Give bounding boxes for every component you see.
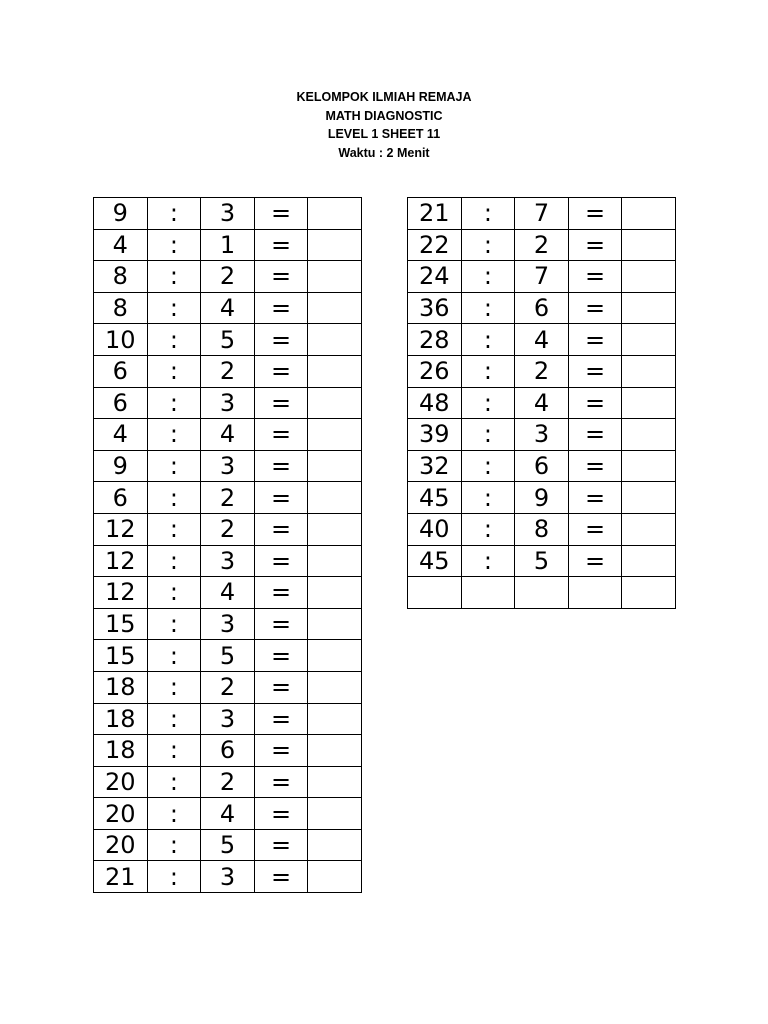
equals-symbol-cell: =	[254, 640, 308, 672]
dividend-cell: 15	[94, 640, 148, 672]
answer-cell[interactable]	[308, 545, 362, 577]
divisor-cell: 3	[201, 703, 255, 735]
dividend-cell: 9	[94, 198, 148, 230]
divide-symbol-cell: :	[461, 229, 515, 261]
problem-row	[94, 482, 362, 514]
divide-symbol-cell: :	[147, 577, 201, 609]
divisor-cell: 4	[201, 577, 255, 609]
dividend-cell: 6	[94, 355, 148, 387]
answer-cell[interactable]	[308, 861, 362, 893]
divisor-cell: 4	[515, 387, 569, 419]
problem-row	[94, 261, 362, 293]
header-subject: MATH DIAGNOSTIC	[325, 108, 443, 123]
dividend-cell: 24	[408, 261, 462, 293]
answer-cell[interactable]	[308, 229, 362, 261]
dividend-cell: 32	[408, 450, 462, 482]
divide-symbol-cell: :	[461, 387, 515, 419]
answer-cell[interactable]	[308, 577, 362, 609]
problem-row	[94, 229, 362, 261]
divisor-cell: 3	[201, 198, 255, 230]
equals-symbol-cell: =	[568, 482, 622, 514]
answer-cell[interactable]	[622, 513, 676, 545]
divisor-cell: 3	[201, 861, 255, 893]
dividend-cell: 6	[94, 482, 148, 514]
divide-symbol-cell: :	[147, 545, 201, 577]
equals-symbol-cell: =	[254, 703, 308, 735]
dividend-cell: 15	[94, 608, 148, 640]
problem-row	[408, 450, 676, 482]
equals-symbol-cell: =	[568, 292, 622, 324]
problem-row	[94, 608, 362, 640]
problem-row	[94, 766, 362, 798]
divide-symbol-cell: :	[147, 513, 201, 545]
divisor-cell: 5	[201, 324, 255, 356]
dividend-cell: 21	[408, 198, 462, 230]
answer-cell[interactable]	[308, 292, 362, 324]
problem-row	[94, 861, 362, 893]
answer-cell[interactable]	[622, 545, 676, 577]
divisor-cell: 6	[515, 450, 569, 482]
answer-cell[interactable]	[622, 450, 676, 482]
equals-symbol-cell: =	[254, 735, 308, 767]
equals-symbol-cell: =	[254, 450, 308, 482]
answer-cell[interactable]	[308, 640, 362, 672]
divide-symbol-cell: :	[147, 861, 201, 893]
dividend-cell: 20	[94, 829, 148, 861]
divide-symbol-cell: :	[461, 324, 515, 356]
problem-row	[94, 513, 362, 545]
answer-cell[interactable]	[622, 292, 676, 324]
answer-cell[interactable]	[308, 261, 362, 293]
divisor-cell: 4	[515, 324, 569, 356]
equals-symbol-cell: =	[568, 324, 622, 356]
equals-symbol-cell: =	[254, 577, 308, 609]
problem-row	[94, 324, 362, 356]
dividend-cell: 48	[408, 387, 462, 419]
dividend-cell: 28	[408, 324, 462, 356]
problem-row	[408, 261, 676, 293]
divisor-cell: 5	[201, 640, 255, 672]
divide-symbol-cell: :	[147, 482, 201, 514]
answer-cell[interactable]	[308, 703, 362, 735]
dividend-cell: 22	[408, 229, 462, 261]
equals-symbol-cell: =	[254, 766, 308, 798]
divide-symbol-cell: :	[147, 766, 201, 798]
answer-cell[interactable]	[308, 355, 362, 387]
problem-row	[408, 419, 676, 451]
divisor-cell: 2	[515, 229, 569, 261]
divide-symbol-cell: :	[147, 608, 201, 640]
problem-row	[408, 229, 676, 261]
equals-symbol-cell: =	[254, 798, 308, 830]
equals-symbol-cell: =	[568, 355, 622, 387]
dividend-cell: 8	[94, 261, 148, 293]
divide-symbol-cell: :	[461, 261, 515, 293]
divide-symbol-cell: :	[147, 703, 201, 735]
problem-row	[94, 292, 362, 324]
divide-symbol-cell: :	[461, 198, 515, 230]
problem-row	[94, 829, 362, 861]
answer-cell[interactable]	[308, 829, 362, 861]
equals-symbol-cell: =	[254, 419, 308, 451]
equals-symbol-cell: =	[254, 608, 308, 640]
answer-cell[interactable]	[622, 482, 676, 514]
equals-symbol-cell: =	[254, 229, 308, 261]
empty-cell	[622, 577, 676, 609]
equals-symbol-cell: =	[254, 355, 308, 387]
answer-cell[interactable]	[622, 198, 676, 230]
divide-symbol-cell: :	[147, 798, 201, 830]
equals-symbol-cell: =	[254, 324, 308, 356]
divisor-cell: 3	[515, 419, 569, 451]
problem-row	[94, 387, 362, 419]
divisor-cell: 2	[201, 261, 255, 293]
problem-row	[94, 798, 362, 830]
answer-cell[interactable]	[622, 387, 676, 419]
problem-row	[94, 703, 362, 735]
divisor-cell: 5	[201, 829, 255, 861]
problem-row	[94, 355, 362, 387]
divide-symbol-cell: :	[461, 513, 515, 545]
divide-symbol-cell: :	[461, 545, 515, 577]
dividend-cell: 4	[94, 229, 148, 261]
header-group-name: KELOMPOK ILMIAH REMAJA	[296, 90, 472, 104]
dividend-cell: 45	[408, 545, 462, 577]
dividend-cell: 20	[94, 766, 148, 798]
empty-row	[408, 577, 676, 609]
problem-row	[408, 198, 676, 230]
problem-row	[94, 450, 362, 482]
answer-cell[interactable]	[622, 324, 676, 356]
answer-cell[interactable]	[622, 229, 676, 261]
equals-symbol-cell: =	[254, 671, 308, 703]
problem-row	[94, 640, 362, 672]
equals-symbol-cell: =	[568, 198, 622, 230]
divisor-cell: 6	[201, 735, 255, 767]
dividend-cell: 8	[94, 292, 148, 324]
answer-cell[interactable]	[308, 198, 362, 230]
equals-symbol-cell: =	[254, 861, 308, 893]
divide-symbol-cell: :	[461, 450, 515, 482]
divisor-cell: 9	[515, 482, 569, 514]
dividend-cell: 26	[408, 355, 462, 387]
empty-cell	[568, 577, 622, 609]
left-problem-table	[93, 197, 362, 893]
divisor-cell: 7	[515, 198, 569, 230]
equals-symbol-cell: =	[568, 419, 622, 451]
problem-row	[94, 545, 362, 577]
divisor-cell: 3	[201, 545, 255, 577]
divide-symbol-cell: :	[147, 450, 201, 482]
empty-cell	[461, 577, 515, 609]
empty-cell	[515, 577, 569, 609]
right-problem-table	[407, 197, 676, 609]
equals-symbol-cell: =	[254, 482, 308, 514]
divisor-cell: 3	[201, 450, 255, 482]
answer-cell[interactable]	[308, 450, 362, 482]
problem-row	[94, 671, 362, 703]
problem-row	[408, 292, 676, 324]
answer-cell[interactable]	[308, 766, 362, 798]
answer-cell[interactable]	[308, 671, 362, 703]
dividend-cell: 4	[94, 419, 148, 451]
equals-symbol-cell: =	[568, 513, 622, 545]
answer-cell[interactable]	[308, 608, 362, 640]
divide-symbol-cell: :	[147, 419, 201, 451]
equals-symbol-cell: =	[568, 450, 622, 482]
equals-symbol-cell: =	[568, 545, 622, 577]
answer-cell[interactable]	[622, 419, 676, 451]
equals-symbol-cell: =	[568, 261, 622, 293]
divisor-cell: 8	[515, 513, 569, 545]
problem-row	[408, 355, 676, 387]
dividend-cell: 12	[94, 545, 148, 577]
divisor-cell: 4	[201, 419, 255, 451]
answer-cell[interactable]	[308, 513, 362, 545]
divisor-cell: 3	[201, 608, 255, 640]
dividend-cell: 36	[408, 292, 462, 324]
equals-symbol-cell: =	[568, 229, 622, 261]
equals-symbol-cell: =	[254, 261, 308, 293]
divisor-cell: 1	[201, 229, 255, 261]
divide-symbol-cell: :	[147, 640, 201, 672]
divide-symbol-cell: :	[147, 324, 201, 356]
dividend-cell: 40	[408, 513, 462, 545]
empty-cell	[408, 577, 462, 609]
problem-row	[94, 577, 362, 609]
divisor-cell: 4	[201, 798, 255, 830]
equals-symbol-cell: =	[254, 545, 308, 577]
divisor-cell: 7	[515, 261, 569, 293]
problem-row	[408, 324, 676, 356]
problem-row	[408, 513, 676, 545]
problem-row	[408, 545, 676, 577]
divisor-cell: 2	[201, 513, 255, 545]
divide-symbol-cell: :	[461, 292, 515, 324]
dividend-cell: 12	[94, 513, 148, 545]
dividend-cell: 12	[94, 577, 148, 609]
equals-symbol-cell: =	[254, 513, 308, 545]
dividend-cell: 20	[94, 798, 148, 830]
dividend-cell: 45	[408, 482, 462, 514]
equals-symbol-cell: =	[254, 829, 308, 861]
problem-row	[94, 419, 362, 451]
dividend-cell: 9	[94, 450, 148, 482]
dividend-cell: 39	[408, 419, 462, 451]
divisor-cell: 5	[515, 545, 569, 577]
divisor-cell: 6	[515, 292, 569, 324]
divide-symbol-cell: :	[461, 355, 515, 387]
answer-cell[interactable]	[308, 798, 362, 830]
dividend-cell: 6	[94, 387, 148, 419]
divide-symbol-cell: :	[147, 198, 201, 230]
divide-symbol-cell: :	[147, 387, 201, 419]
answer-cell[interactable]	[308, 387, 362, 419]
dividend-cell: 18	[94, 671, 148, 703]
equals-symbol-cell: =	[254, 292, 308, 324]
dividend-cell: 10	[94, 324, 148, 356]
problem-row	[94, 198, 362, 230]
answer-cell[interactable]	[622, 355, 676, 387]
answer-cell[interactable]	[308, 735, 362, 767]
dividend-cell: 21	[94, 861, 148, 893]
divisor-cell: 2	[201, 482, 255, 514]
divisor-cell: 2	[201, 671, 255, 703]
answer-cell[interactable]	[308, 324, 362, 356]
divide-symbol-cell: :	[147, 229, 201, 261]
divide-symbol-cell: :	[147, 735, 201, 767]
answer-cell[interactable]	[622, 261, 676, 293]
divide-symbol-cell: :	[461, 419, 515, 451]
header-level-sheet: LEVEL 1 SHEET 11	[327, 127, 441, 141]
equals-symbol-cell: =	[568, 387, 622, 419]
dividend-cell: 18	[94, 703, 148, 735]
divisor-cell: 3	[201, 387, 255, 419]
divide-symbol-cell: :	[147, 355, 201, 387]
problem-row	[408, 387, 676, 419]
problem-row	[94, 735, 362, 767]
divisor-cell: 4	[201, 292, 255, 324]
equals-symbol-cell: =	[254, 387, 308, 419]
divide-symbol-cell: :	[147, 292, 201, 324]
dividend-cell: 18	[94, 735, 148, 767]
answer-cell[interactable]	[308, 419, 362, 451]
divisor-cell: 2	[201, 766, 255, 798]
divide-symbol-cell: :	[147, 671, 201, 703]
problem-row	[408, 482, 676, 514]
divisor-cell: 2	[515, 355, 569, 387]
divide-symbol-cell: :	[461, 482, 515, 514]
worksheet-header	[0, 88, 768, 162]
header-time-limit: Waktu : 2 Menit	[338, 145, 430, 160]
answer-cell[interactable]	[308, 482, 362, 514]
divisor-cell: 2	[201, 355, 255, 387]
equals-symbol-cell: =	[254, 198, 308, 230]
divide-symbol-cell: :	[147, 261, 201, 293]
divide-symbol-cell: :	[147, 829, 201, 861]
